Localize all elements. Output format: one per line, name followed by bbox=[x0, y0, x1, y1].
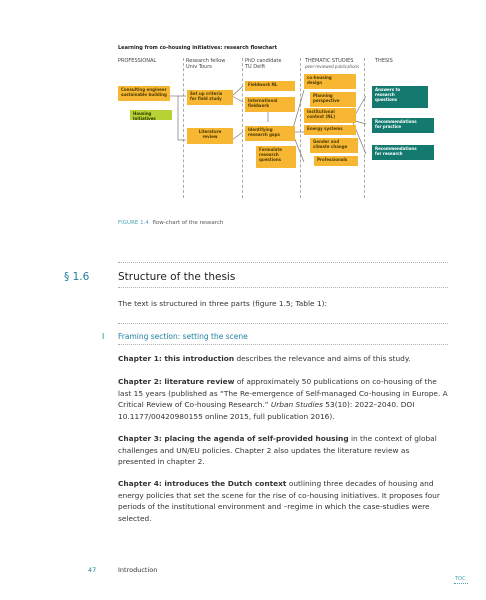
intro-paragraph: The text is structured in three parts (figure 1.5; Table 1): bbox=[118, 299, 328, 308]
toc-link[interactable]: TOC bbox=[455, 576, 466, 582]
chapter-3-paragraph bbox=[118, 433, 448, 468]
box-consulting-engineer: Consulting engineer sustainable building bbox=[118, 86, 170, 101]
section-title: Structure of the thesis bbox=[118, 271, 236, 283]
box-setup-criteria: Set up criteria for field study bbox=[187, 90, 233, 105]
box-rec-research: Recommendations for research bbox=[372, 145, 434, 160]
chapter-2-label: Chapter 2: literature review bbox=[118, 377, 235, 386]
box-professionals: Professionals bbox=[314, 156, 358, 166]
figure-caption-text: flow-chart of the research bbox=[152, 220, 224, 226]
chapter-3-text: in the context of global challenges and UN/EU policies. Chapter 2 also updates the literature review as presented in chapter 2. bbox=[118, 434, 437, 466]
chapter-2-paragraph bbox=[118, 376, 448, 422]
box-identifying-gaps: Identifying research gaps bbox=[245, 126, 295, 141]
box-gender-climate: Gender and climate change bbox=[310, 138, 358, 153]
figure-label: FIGURE 1.4 bbox=[118, 220, 149, 226]
divider bbox=[118, 262, 448, 263]
chapter-4-label: Chapter 4: introduces the Dutch context bbox=[118, 479, 287, 488]
box-cohousing-design: co-housing design bbox=[304, 74, 356, 89]
chapter-2-text: of approximately 50 publications on co-housing of the last 15 years (published as “The Re-emergence of Self-managed Co-housing in Europe. A Critical Review of Co-housing Research.” bbox=[118, 377, 448, 409]
column-heading-professional: PROFESSIONAL bbox=[118, 58, 157, 64]
column-heading-thesis: THESIS bbox=[375, 58, 393, 64]
section-number: § 1.6 bbox=[64, 271, 90, 283]
page-number: 47 bbox=[88, 566, 97, 574]
chapter-4-text: outlining three decades of housing and energy policies that set the scene for the rise of co-housing initiatives. It proposes four periods of the institutional environment and –regime in which the case-studies were selected. bbox=[118, 479, 440, 523]
column-sub-thematic: peer-reviewed publications bbox=[305, 64, 360, 69]
chapter-1-label: Chapter 1: this introduction bbox=[118, 354, 235, 363]
column-heading-research-fellow: Research fellow Univ Tours bbox=[186, 58, 226, 70]
subsection-title: Framing section: setting the scene bbox=[118, 332, 248, 341]
footer-label: Introduction bbox=[118, 566, 158, 574]
box-fieldwork-nl: Fieldwork NL bbox=[245, 81, 295, 91]
chapter-1-paragraph bbox=[118, 353, 448, 365]
box-answers: Answers to research questions bbox=[372, 86, 428, 108]
box-energy-systems: Energy systems bbox=[304, 125, 356, 135]
box-housing-initiatives: Housing Initiatives bbox=[130, 110, 172, 120]
figure-caption bbox=[118, 220, 223, 226]
box-literature-review: Literature review bbox=[187, 128, 233, 144]
toc-underline bbox=[454, 583, 468, 584]
box-rec-practice: Recommendations for practice bbox=[372, 118, 434, 133]
chapter-2-text-end: 53(10): 2022–2040. DOI 10.1177/00420980155 online 2015, full publication 2016). bbox=[118, 400, 415, 421]
box-international-fieldwork: International fieldwork bbox=[245, 97, 295, 112]
box-institutional-context: Institutional context (NL) bbox=[304, 108, 356, 123]
chapter-2-journal: Urban Studies bbox=[270, 400, 323, 409]
divider bbox=[118, 287, 448, 288]
column-heading-phd: PhD candidate TU Delft bbox=[245, 58, 282, 70]
flowchart-title: Learning from co-housing initiatives: research flowchart bbox=[118, 45, 277, 51]
divider bbox=[118, 344, 448, 345]
column-heading-thematic: THEMATIC STUDIES bbox=[305, 58, 354, 64]
chapter-1-text: describes the relevance and aims of this study. bbox=[234, 354, 411, 363]
chapter-4-paragraph bbox=[118, 478, 448, 524]
chapter-3-label: Chapter 3: placing the agenda of self-provided housing bbox=[118, 434, 349, 443]
box-formulate-questions: Formulate research questions bbox=[256, 146, 296, 168]
box-planning-perspective: Planning perspective bbox=[310, 92, 356, 107]
subsection-number: I bbox=[102, 332, 105, 341]
divider bbox=[118, 323, 448, 324]
